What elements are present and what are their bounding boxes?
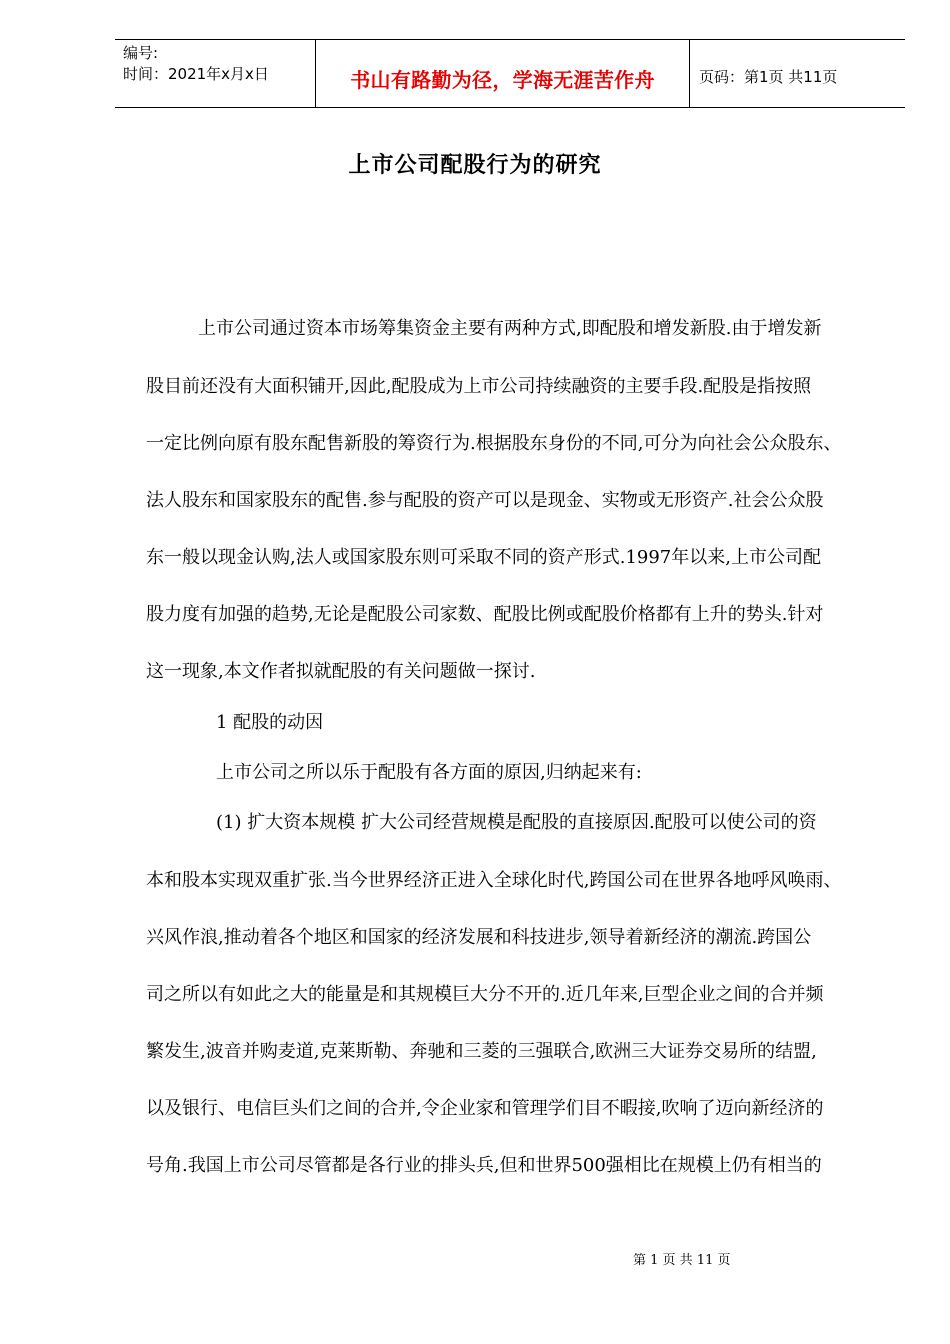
body-line: 司之所以有如此之大的能量是和其规模巨大分不开的.近几年来,巨型企业之间的合并频 — [146, 984, 824, 1005]
page-footer: 第 1 页 共 11 页 — [633, 1253, 731, 1268]
document-title: 上市公司配股行为的研究 — [348, 153, 602, 178]
header-page-cell — [690, 40, 905, 107]
header-meta-cell — [115, 40, 316, 107]
section-heading: 1 配股的动因 — [216, 712, 324, 733]
page-info: 页码：第1页 共11页 — [699, 68, 838, 86]
body-line: 东一般以现金认购,法人或国家股东则可采取不同的资产形式.1997年以来,上市公司配 — [146, 547, 821, 568]
body-line: 本和股本实现双重扩张.当今世界经济正进入全球化时代,跨国公司在世界各地呼风唤雨、 — [146, 870, 842, 891]
body-line: 号角.我国上市公司尽管都是各行业的排头兵,但和世界500强相比在规模上仍有相当的 — [146, 1155, 822, 1176]
body-line: 法人股东和国家股东的配售.参与配股的资产可以是现金、实物或无形资产.社会公众股 — [146, 490, 824, 511]
header-motto-cell — [316, 40, 690, 107]
number-label: 编号: — [123, 44, 159, 62]
time-label: 时间：2021年x月x日 — [123, 65, 269, 83]
body-line: 繁发生,波音并购麦道,克莱斯勒、奔驰和三菱的三强联合,欧洲三大证券交易所的结盟, — [146, 1041, 817, 1062]
body-line: 上市公司通过资本市场筹集资金主要有两种方式,即配股和增发新股.由于增发新 — [198, 318, 822, 339]
body-line: (1) 扩大资本规模 扩大公司经营规模是配股的直接原因.配股可以使公司的资 — [216, 812, 817, 833]
body-line: 股力度有加强的趋势,无论是配股公司家数、配股比例或配股价格都有上升的势头.针对 — [146, 604, 824, 625]
document-header — [115, 39, 905, 108]
body-line: 以及银行、电信巨头们之间的合并,令企业家和管理学们目不暇接,吹响了迈向新经济的 — [146, 1098, 824, 1119]
body-line: 这一现象,本文作者拟就配股的有关问题做一探讨. — [146, 661, 536, 682]
body-line: 股目前还没有大面积铺开,因此,配股成为上市公司持续融资的主要手段.配股是指按照 — [146, 376, 812, 397]
body-line: 一定比例向原有股东配售新股的筹资行为.根据股东身份的不同,可分为向社会公众股东、 — [146, 433, 842, 454]
body-line: 兴风作浪,推动着各个地区和国家的经济发展和科技进步,领导着新经济的潮流.跨国公 — [146, 927, 812, 948]
body-line: 上市公司之所以乐于配股有各方面的原因,归纳起来有: — [216, 762, 642, 783]
motto-text: 书山有路勤为径，学海无涯苦作舟 — [350, 68, 655, 92]
